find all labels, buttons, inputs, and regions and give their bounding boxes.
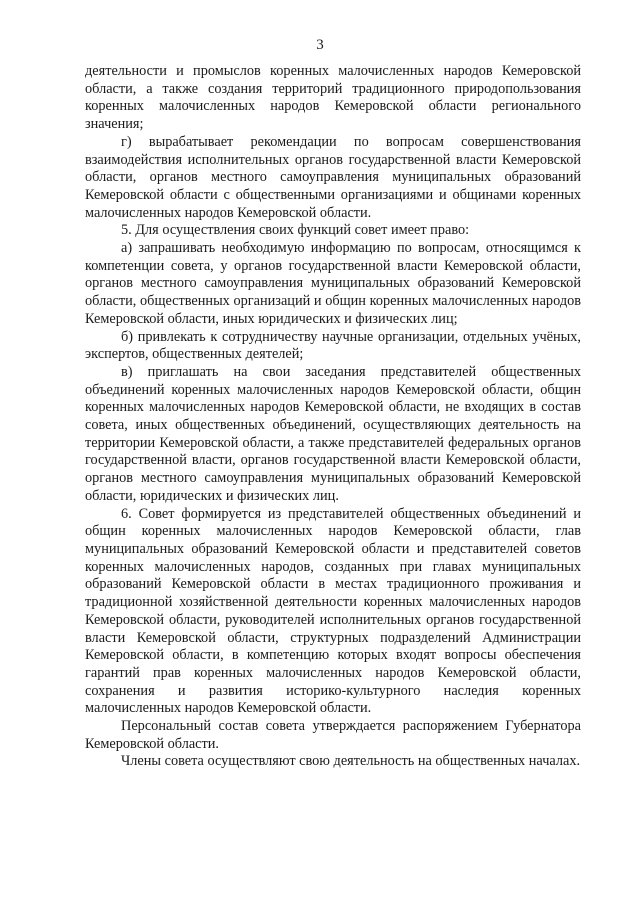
paragraph-members-voluntary: Члены совета осуществляют свою деятельность на общественных началах. <box>121 753 581 770</box>
paragraph-personal-composition: Персональный состав совета утверждается распоряжением Губернатора Кемеровской области. <box>85 718 581 752</box>
paragraph-continuation: деятельности и промыслов коренных малочисленных народов Кемеровской области, а также создания территорий традиционного природопользования коренных малочисленных народов Кемеровской области регионального значения; <box>85 63 581 133</box>
paragraph-item-v: в) приглашать на свои заседания представителей общественных объединений коренных малочисленных народов Кемеровской области, общин коренных малочисленных народов Кемеровской области, не входящих в состав совета, иных общественных объединений, осуществляющих деятельность на территории Кемеровской области, а также представителей федеральных органов государственной власти, органов государственной власти Кемеровской области, органов местного самоуправления муниципальных образований Кемеровской области, юридических и физических лиц. <box>85 363 581 504</box>
document-body <box>85 63 581 771</box>
paragraph-section-6: 6. Совет формируется из представителей общественных объединений и общин коренных малочисленных народов Кемеровской области, глав муниципальных образований Кемеровской области и представителей советов коренных малочисленных народов, созданных при главах муниципальных образований Кемеровской области в местах традиционного проживания и традиционной хозяйственной деятельности коренных малочисленных народов Кемеровской области, руководителей исполнительных органов государственной власти Кемеровской области, структурных подразделений Администрации Кемеровской области, в компетенцию которых входят вопросы обеспечения гарантий прав коренных малочисленных народов Кемеровской области, сохранения и развития историко-культурного наследия коренных малочисленных народов Кемеровской области. <box>85 505 581 717</box>
paragraph-item-a: а) запрашивать необходимую информацию по вопросам, относящимся к компетенции совета, у органов государственной власти Кемеровской области, органов местного самоуправления муниципальных образований Кемеровской области, общественных организаций и общин коренных малочисленных народов Кемеровской области, иных юридических и физических лиц; <box>85 240 581 327</box>
page-number: 3 <box>316 37 324 53</box>
paragraph-section-5: 5. Для осуществления своих функций совет имеет право: <box>121 222 470 239</box>
paragraph-item-b: б) привлекать к сотрудничеству научные организации, отдельных учёных, экспертов, общественных деятелей; <box>85 328 581 363</box>
paragraph-item-g: г) вырабатывает рекомендации по вопросам совершенствования взаимодействия исполнительных органов государственной власти Кемеровской области, органов местного самоуправления муниципальных образований Кемеровской области с общественными организациями и общинами коренных малочисленных народов Кемеровской области. <box>85 133 581 221</box>
